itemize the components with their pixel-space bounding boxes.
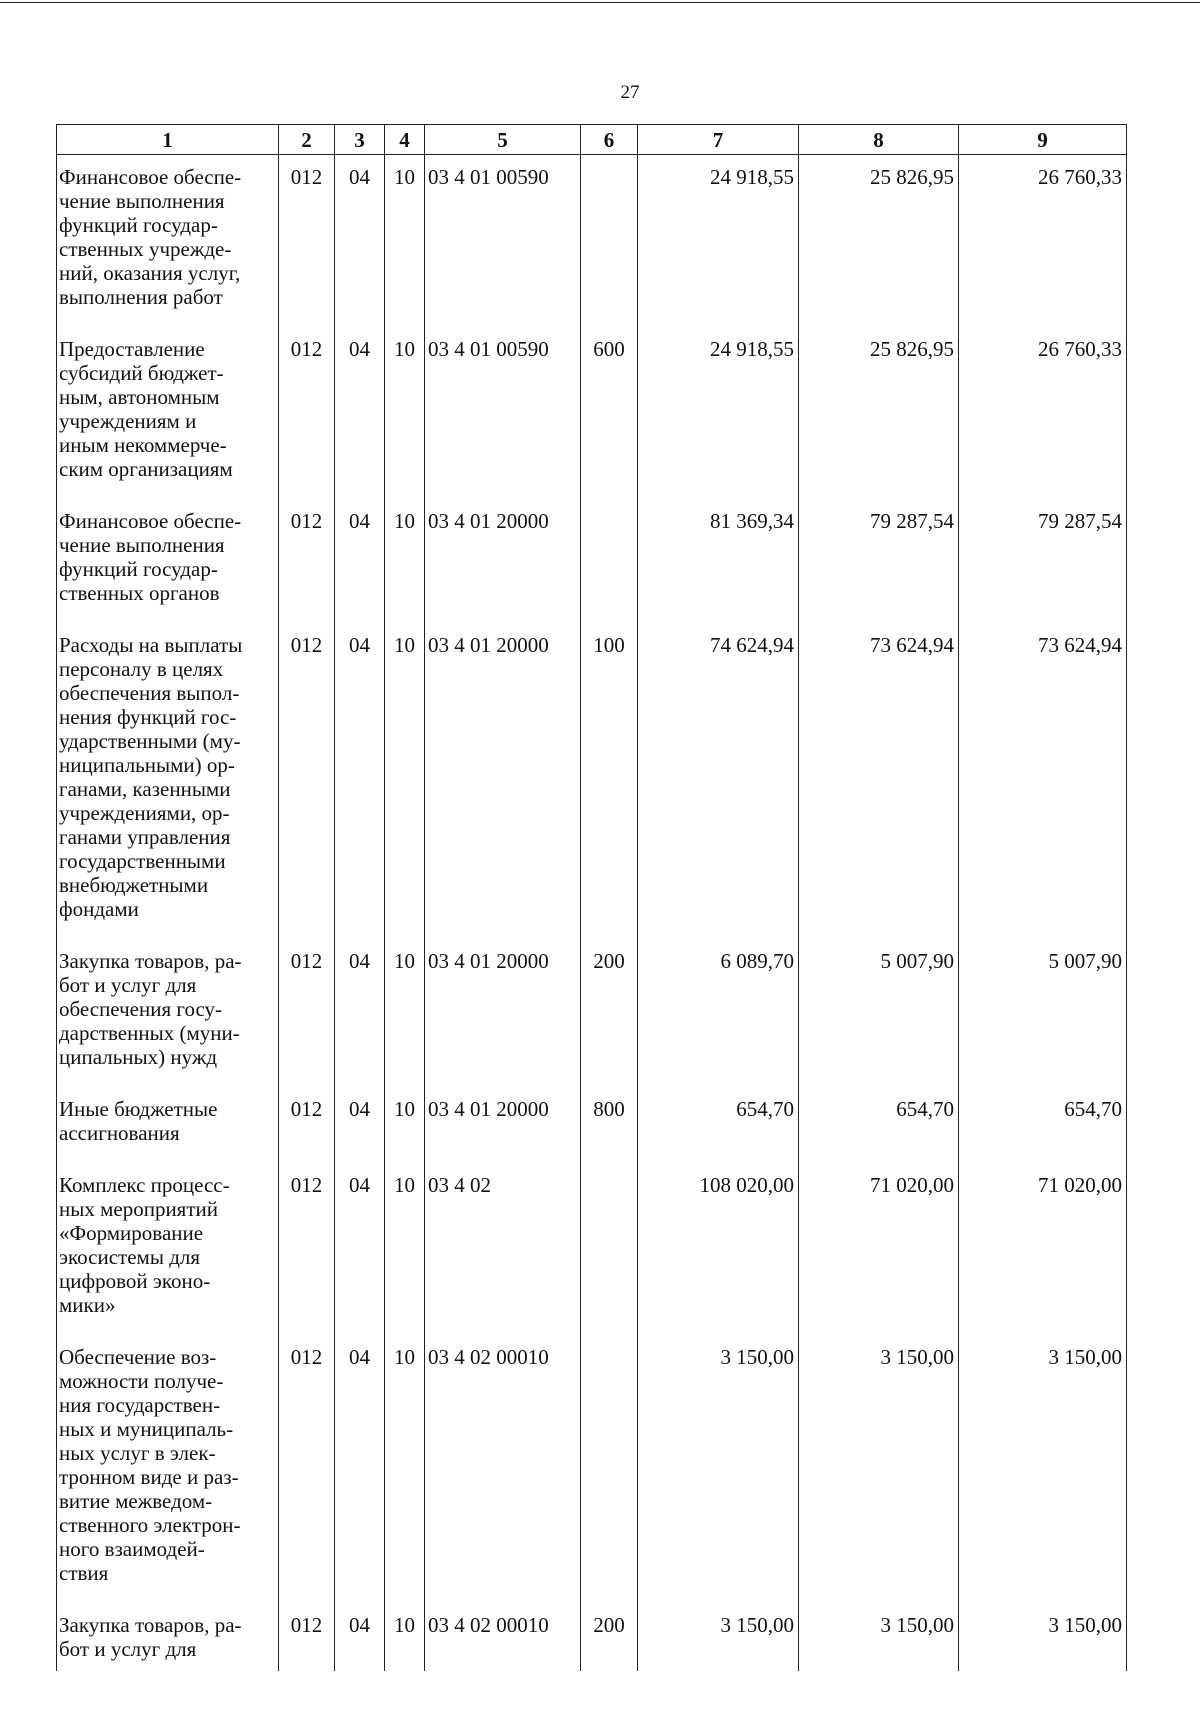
column-header: 1: [57, 125, 279, 155]
section-code-cell: 04: [335, 155, 385, 328]
expense-type-cell: [581, 499, 638, 623]
amount-cell-8: 654,70: [799, 1087, 959, 1163]
amount-cell-8: 3 150,00: [799, 1335, 959, 1603]
amount-cell-7: 6 089,70: [638, 939, 799, 1087]
column-header: 9: [959, 125, 1127, 155]
target-article-cell: 03 4 02 00010: [425, 1335, 581, 1603]
section-code-cell: 04: [335, 1163, 385, 1335]
amount-cell-7: 74 624,94: [638, 623, 799, 939]
item-name-cell: Обеспечение воз- можности получе- ния государствен- ных и муниципаль- ных услуг в элек- тронном виде и раз- витие межведом- ственного электрон- ного взаимодей- ствия: [57, 1335, 279, 1603]
header-row: [57, 125, 1127, 155]
section-code-cell: 04: [335, 623, 385, 939]
table-row: [57, 1603, 1127, 1671]
expense-type-cell: 200: [581, 939, 638, 1087]
ministry-code-cell: 012: [279, 1335, 335, 1603]
subsection-code-cell: 10: [385, 1603, 425, 1671]
subsection-code-cell: 10: [385, 939, 425, 1087]
section-code-cell: 04: [335, 1087, 385, 1163]
amount-cell-7: 108 020,00: [638, 1163, 799, 1335]
item-name-cell: Закупка товаров, ра- бот и услуг для обеспечения госу- дарственных (муни- ципальных) нужд: [57, 939, 279, 1087]
target-article-cell: 03 4 02 00010: [425, 1603, 581, 1671]
column-header: 2: [279, 125, 335, 155]
ministry-code-cell: 012: [279, 623, 335, 939]
section-code-cell: 04: [335, 499, 385, 623]
item-name-cell: Закупка товаров, ра- бот и услуг для: [57, 1603, 279, 1671]
item-name-cell: Расходы на выплаты персоналу в целях обеспечения выпол- нения функций гос- ударственными (му- ниципальными) ор- ганами, казенными учреждениями, ор- ганами управления государственными внебюджетными фондами: [57, 623, 279, 939]
expense-type-cell: [581, 155, 638, 328]
amount-cell-9: 3 150,00: [959, 1335, 1127, 1603]
subsection-code-cell: 10: [385, 1335, 425, 1603]
ministry-code-cell: 012: [279, 1603, 335, 1671]
item-name-cell: Финансовое обеспе- чение выполнения функций государ- ственных учрежде- ний, оказания услуг, выполнения работ: [57, 155, 279, 328]
target-article-cell: 03 4 01 20000: [425, 1087, 581, 1163]
amount-cell-9: 26 760,33: [959, 155, 1127, 328]
amount-cell-8: 73 624,94: [799, 623, 959, 939]
target-article-cell: 03 4 01 20000: [425, 939, 581, 1087]
column-header: 7: [638, 125, 799, 155]
subsection-code-cell: 10: [385, 327, 425, 499]
table-row: [57, 939, 1127, 1087]
amount-cell-9: 654,70: [959, 1087, 1127, 1163]
column-header: 8: [799, 125, 959, 155]
ministry-code-cell: 012: [279, 939, 335, 1087]
amount-cell-9: 5 007,90: [959, 939, 1127, 1087]
amount-cell-8: 5 007,90: [799, 939, 959, 1087]
amount-cell-8: 3 150,00: [799, 1603, 959, 1671]
table-row: [57, 327, 1127, 499]
table-row: [57, 623, 1127, 939]
target-article-cell: 03 4 01 20000: [425, 499, 581, 623]
amount-cell-9: 79 287,54: [959, 499, 1127, 623]
table-row: [57, 1163, 1127, 1335]
amount-cell-8: 25 826,95: [799, 327, 959, 499]
table-row: [57, 155, 1127, 328]
table-row: [57, 1335, 1127, 1603]
column-header: 5: [425, 125, 581, 155]
amount-cell-7: 81 369,34: [638, 499, 799, 623]
amount-cell-8: 71 020,00: [799, 1163, 959, 1335]
table-row: [57, 499, 1127, 623]
target-article-cell: 03 4 01 00590: [425, 155, 581, 328]
amount-cell-8: 79 287,54: [799, 499, 959, 623]
ministry-code-cell: 012: [279, 1163, 335, 1335]
ministry-code-cell: 012: [279, 499, 335, 623]
target-article-cell: 03 4 01 20000: [425, 623, 581, 939]
column-header: 4: [385, 125, 425, 155]
budget-table: [56, 124, 1127, 1671]
expense-type-cell: 600: [581, 327, 638, 499]
amount-cell-7: 3 150,00: [638, 1335, 799, 1603]
amount-cell-9: 3 150,00: [959, 1603, 1127, 1671]
table-body: [57, 155, 1127, 1672]
page-number: 27: [620, 82, 640, 103]
table-row: [57, 1087, 1127, 1163]
item-name-cell: Комплекс процесс- ных мероприятий «Формирование экосистемы для цифровой эконо- мики»: [57, 1163, 279, 1335]
subsection-code-cell: 10: [385, 499, 425, 623]
column-header: 3: [335, 125, 385, 155]
subsection-code-cell: 10: [385, 1087, 425, 1163]
section-code-cell: 04: [335, 1335, 385, 1603]
expense-type-cell: 100: [581, 623, 638, 939]
amount-cell-9: 73 624,94: [959, 623, 1127, 939]
section-code-cell: 04: [335, 1603, 385, 1671]
item-name-cell: Предоставление субсидий бюджет- ным, автономным учреждениям и иным некоммерче- ским организациям: [57, 327, 279, 499]
amount-cell-9: 26 760,33: [959, 327, 1127, 499]
ministry-code-cell: 012: [279, 327, 335, 499]
target-article-cell: 03 4 01 00590: [425, 327, 581, 499]
expense-type-cell: 200: [581, 1603, 638, 1671]
amount-cell-7: 24 918,55: [638, 155, 799, 328]
subsection-code-cell: 10: [385, 1163, 425, 1335]
subsection-code-cell: 10: [385, 623, 425, 939]
subsection-code-cell: 10: [385, 155, 425, 328]
section-code-cell: 04: [335, 939, 385, 1087]
column-header: 6: [581, 125, 638, 155]
section-code-cell: 04: [335, 327, 385, 499]
amount-cell-7: 24 918,55: [638, 327, 799, 499]
ministry-code-cell: 012: [279, 155, 335, 328]
amount-cell-9: 71 020,00: [959, 1163, 1127, 1335]
expense-type-cell: [581, 1163, 638, 1335]
item-name-cell: Иные бюджетные ассигнования: [57, 1087, 279, 1163]
amount-cell-8: 25 826,95: [799, 155, 959, 328]
ministry-code-cell: 012: [279, 1087, 335, 1163]
target-article-cell: 03 4 02: [425, 1163, 581, 1335]
expense-type-cell: 800: [581, 1087, 638, 1163]
amount-cell-7: 654,70: [638, 1087, 799, 1163]
item-name-cell: Финансовое обеспе- чение выполнения функций государ- ственных органов: [57, 499, 279, 623]
amount-cell-7: 3 150,00: [638, 1603, 799, 1671]
top-rule: [0, 2, 1200, 3]
expense-type-cell: [581, 1335, 638, 1603]
